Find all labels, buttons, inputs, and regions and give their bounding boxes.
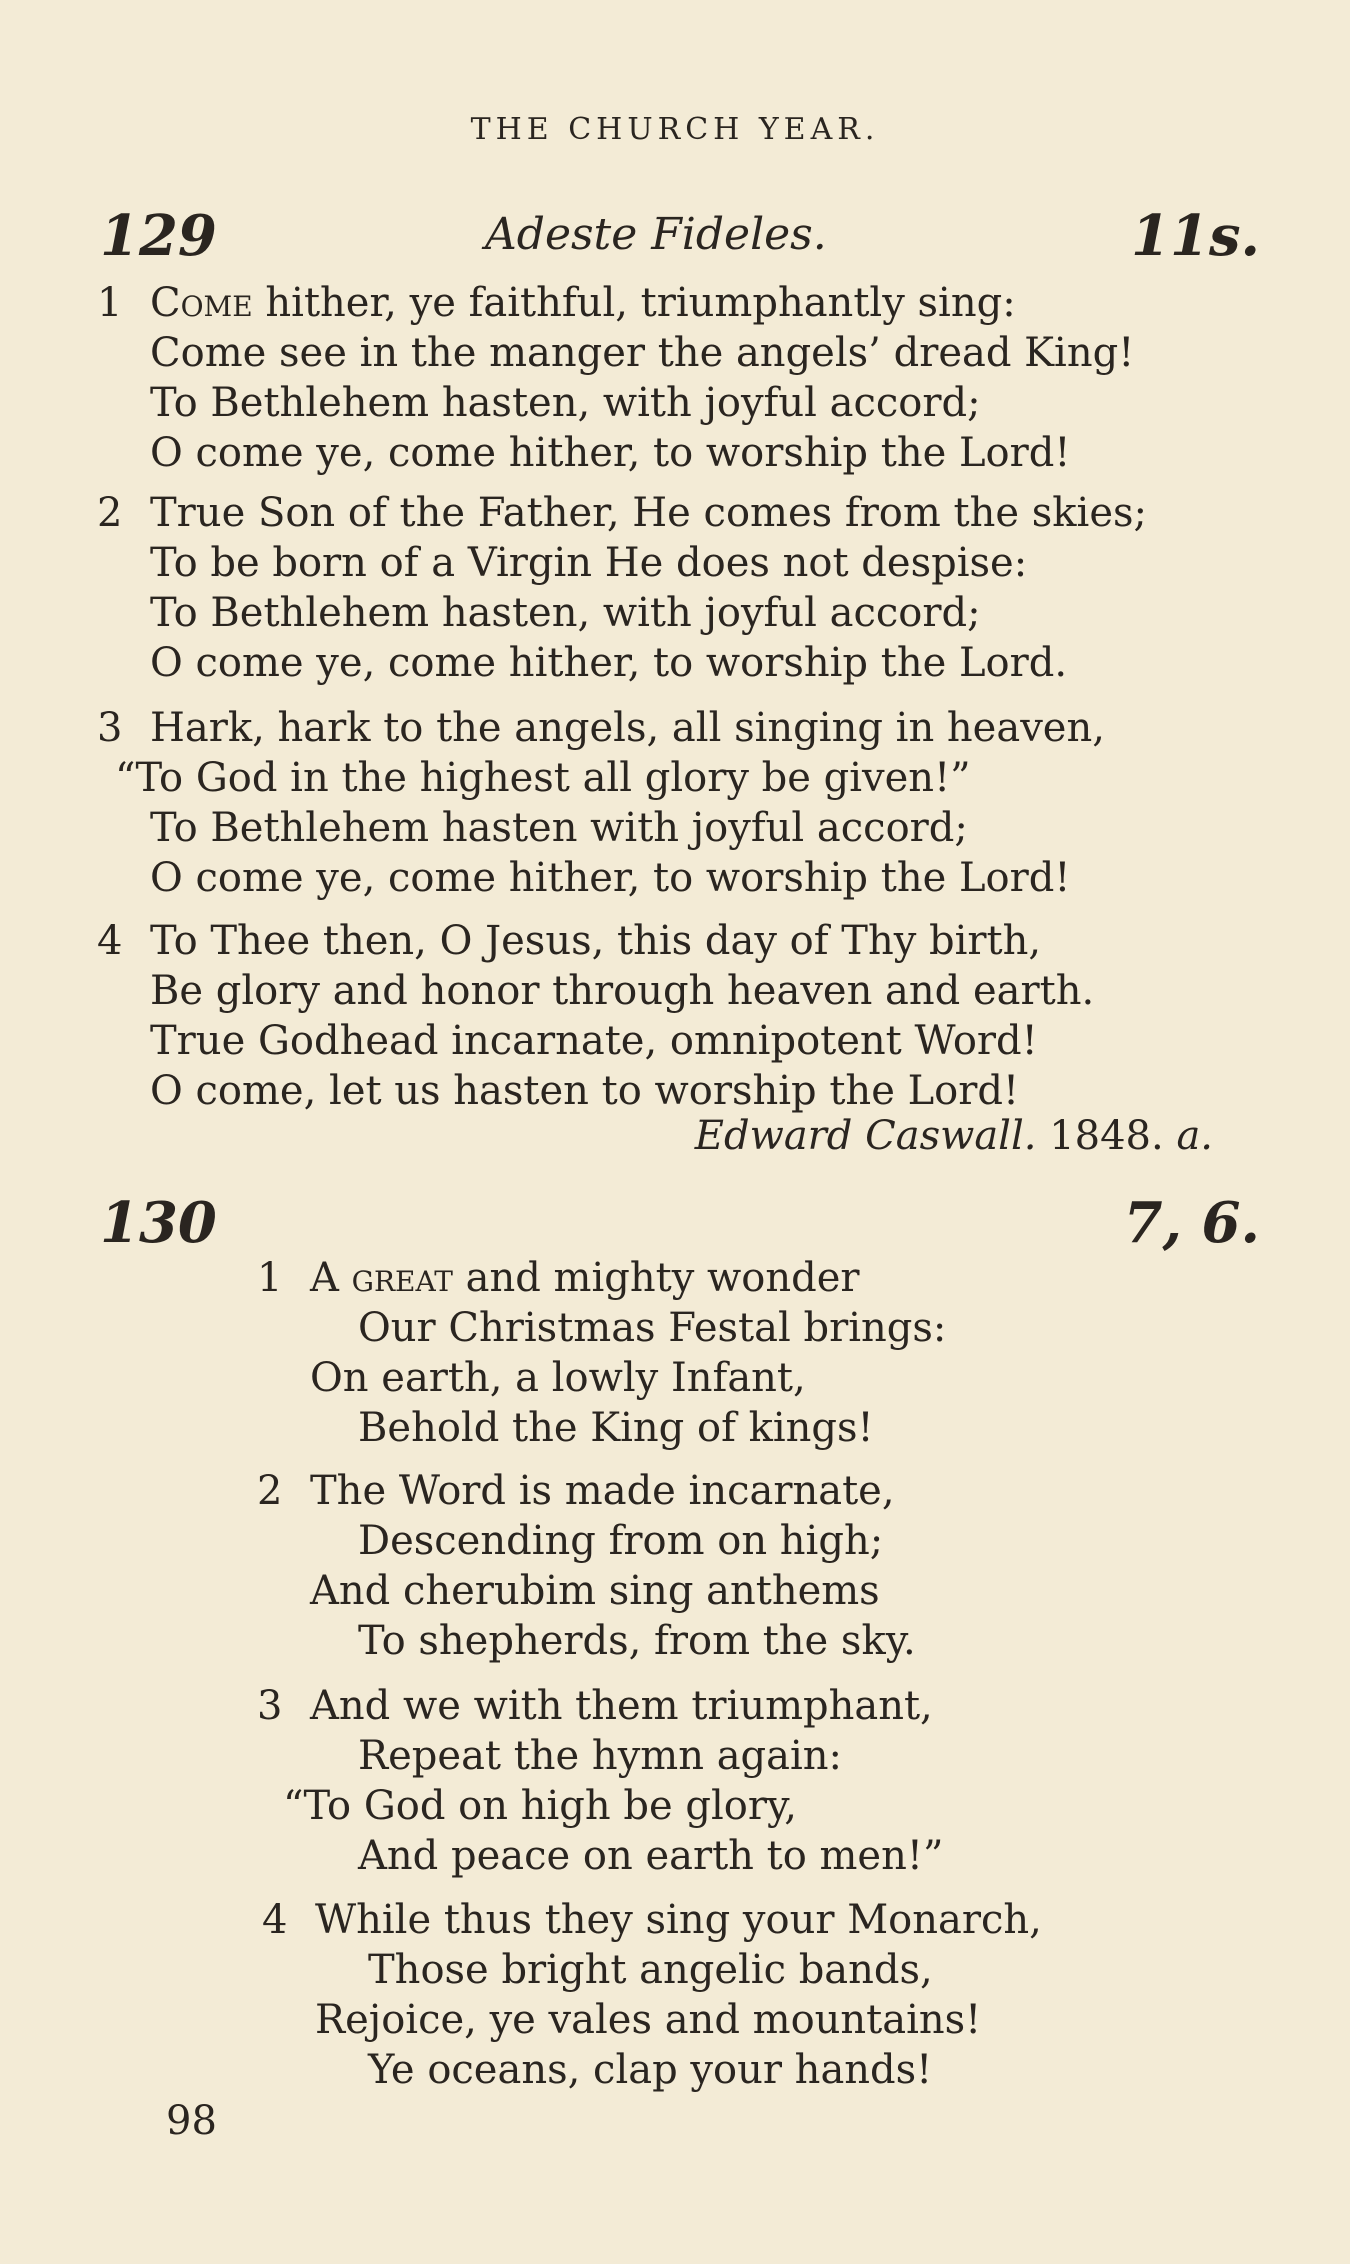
- running-header: THE CHURCH YEAR.: [470, 112, 880, 147]
- hymn-number: 130: [100, 1190, 217, 1256]
- verse-line: The Word is made incarnate,: [310, 1468, 895, 1514]
- verse-line: True Son of the Father, He comes from the skies;: [150, 490, 1147, 536]
- verse-number: 3: [257, 1683, 283, 1729]
- verse-line: O come ye, come hither, to worship the Lord!: [150, 855, 1071, 901]
- meter: 11s.: [1131, 203, 1260, 269]
- meter: 7, 6.: [1123, 1190, 1260, 1256]
- year: 1848.: [1049, 1113, 1164, 1159]
- verse-line: On earth, a lowly Infant,: [310, 1355, 806, 1401]
- verse-line: And peace on earth to men!”: [358, 1833, 944, 1879]
- verse-line: To Thee then, O Jesus, this day of Thy birth,: [150, 918, 1042, 964]
- verse-line: “To God on high be glory,: [283, 1783, 797, 1829]
- verse-line: Behold the King of kings!: [358, 1405, 874, 1451]
- verse-line: O come, let us hasten to worship the Lord!: [150, 1068, 1020, 1114]
- verse-number: 1: [97, 280, 123, 326]
- hymn-129-heading: [100, 203, 1260, 273]
- verse-line: While thus they sing your Monarch,: [315, 1897, 1042, 1943]
- verse-line: O come ye, come hither, to worship the Lord!: [150, 430, 1071, 476]
- verse-line: And we with them triumphant,: [310, 1683, 933, 1729]
- verse-number: 2: [257, 1468, 283, 1514]
- hymn-130-heading: [100, 1190, 1260, 1260]
- verse-line: True Godhead incarnate, omnipotent Word!: [150, 1018, 1038, 1064]
- verse-line: O come ye, come hither, to worship the Lord.: [150, 640, 1068, 686]
- verse-number: 4: [97, 918, 123, 964]
- tune-name: Adeste Fideles.: [485, 209, 827, 260]
- verse-number: 2: [97, 490, 123, 536]
- verse-line: Come hither, ye faithful, triumphantly sing:: [150, 280, 1016, 326]
- verse-line: To shepherds, from the sky.: [358, 1618, 916, 1664]
- verse-number: 1: [257, 1255, 283, 1301]
- author-name: Edward Caswall.: [694, 1113, 1037, 1159]
- verse-line: A great and mighty wonder: [310, 1255, 860, 1301]
- verse-number: 3: [97, 705, 123, 751]
- verse-line: Hark, hark to the angels, all singing in heaven,: [150, 705, 1105, 751]
- verse-line: Come see in the manger the angels’ dread King!: [150, 330, 1135, 376]
- attribution: [695, 1113, 1213, 1159]
- hymn-number: 129: [100, 203, 217, 269]
- verse-line: Repeat the hymn again:: [358, 1733, 843, 1779]
- alteration-mark: a.: [1176, 1113, 1213, 1159]
- verse-line: Those bright angelic bands,: [368, 1947, 933, 1993]
- verse-line: Descending from on high;: [358, 1518, 884, 1564]
- verse-line: And cherubim sing anthems: [310, 1568, 880, 1614]
- verse-line: Rejoice, ye vales and mountains!: [315, 1997, 982, 2043]
- verse-line: To Bethlehem hasten, with joyful accord;: [150, 380, 981, 426]
- verse-line: “To God in the highest all glory be given!”: [115, 755, 971, 801]
- verse-line: To Bethlehem hasten with joyful accord;: [150, 805, 968, 851]
- verse-line: Be glory and honor through heaven and earth.: [150, 968, 1095, 1014]
- verse-line: To Bethlehem hasten, with joyful accord;: [150, 590, 981, 636]
- verse-line: Ye oceans, clap your hands!: [368, 2047, 933, 2093]
- page-number: 98: [166, 2098, 217, 2144]
- verse-line: To be born of a Virgin He does not despise:: [150, 540, 1028, 586]
- verse-line: Our Christmas Festal brings:: [358, 1305, 947, 1351]
- verse-number: 4: [262, 1897, 288, 1943]
